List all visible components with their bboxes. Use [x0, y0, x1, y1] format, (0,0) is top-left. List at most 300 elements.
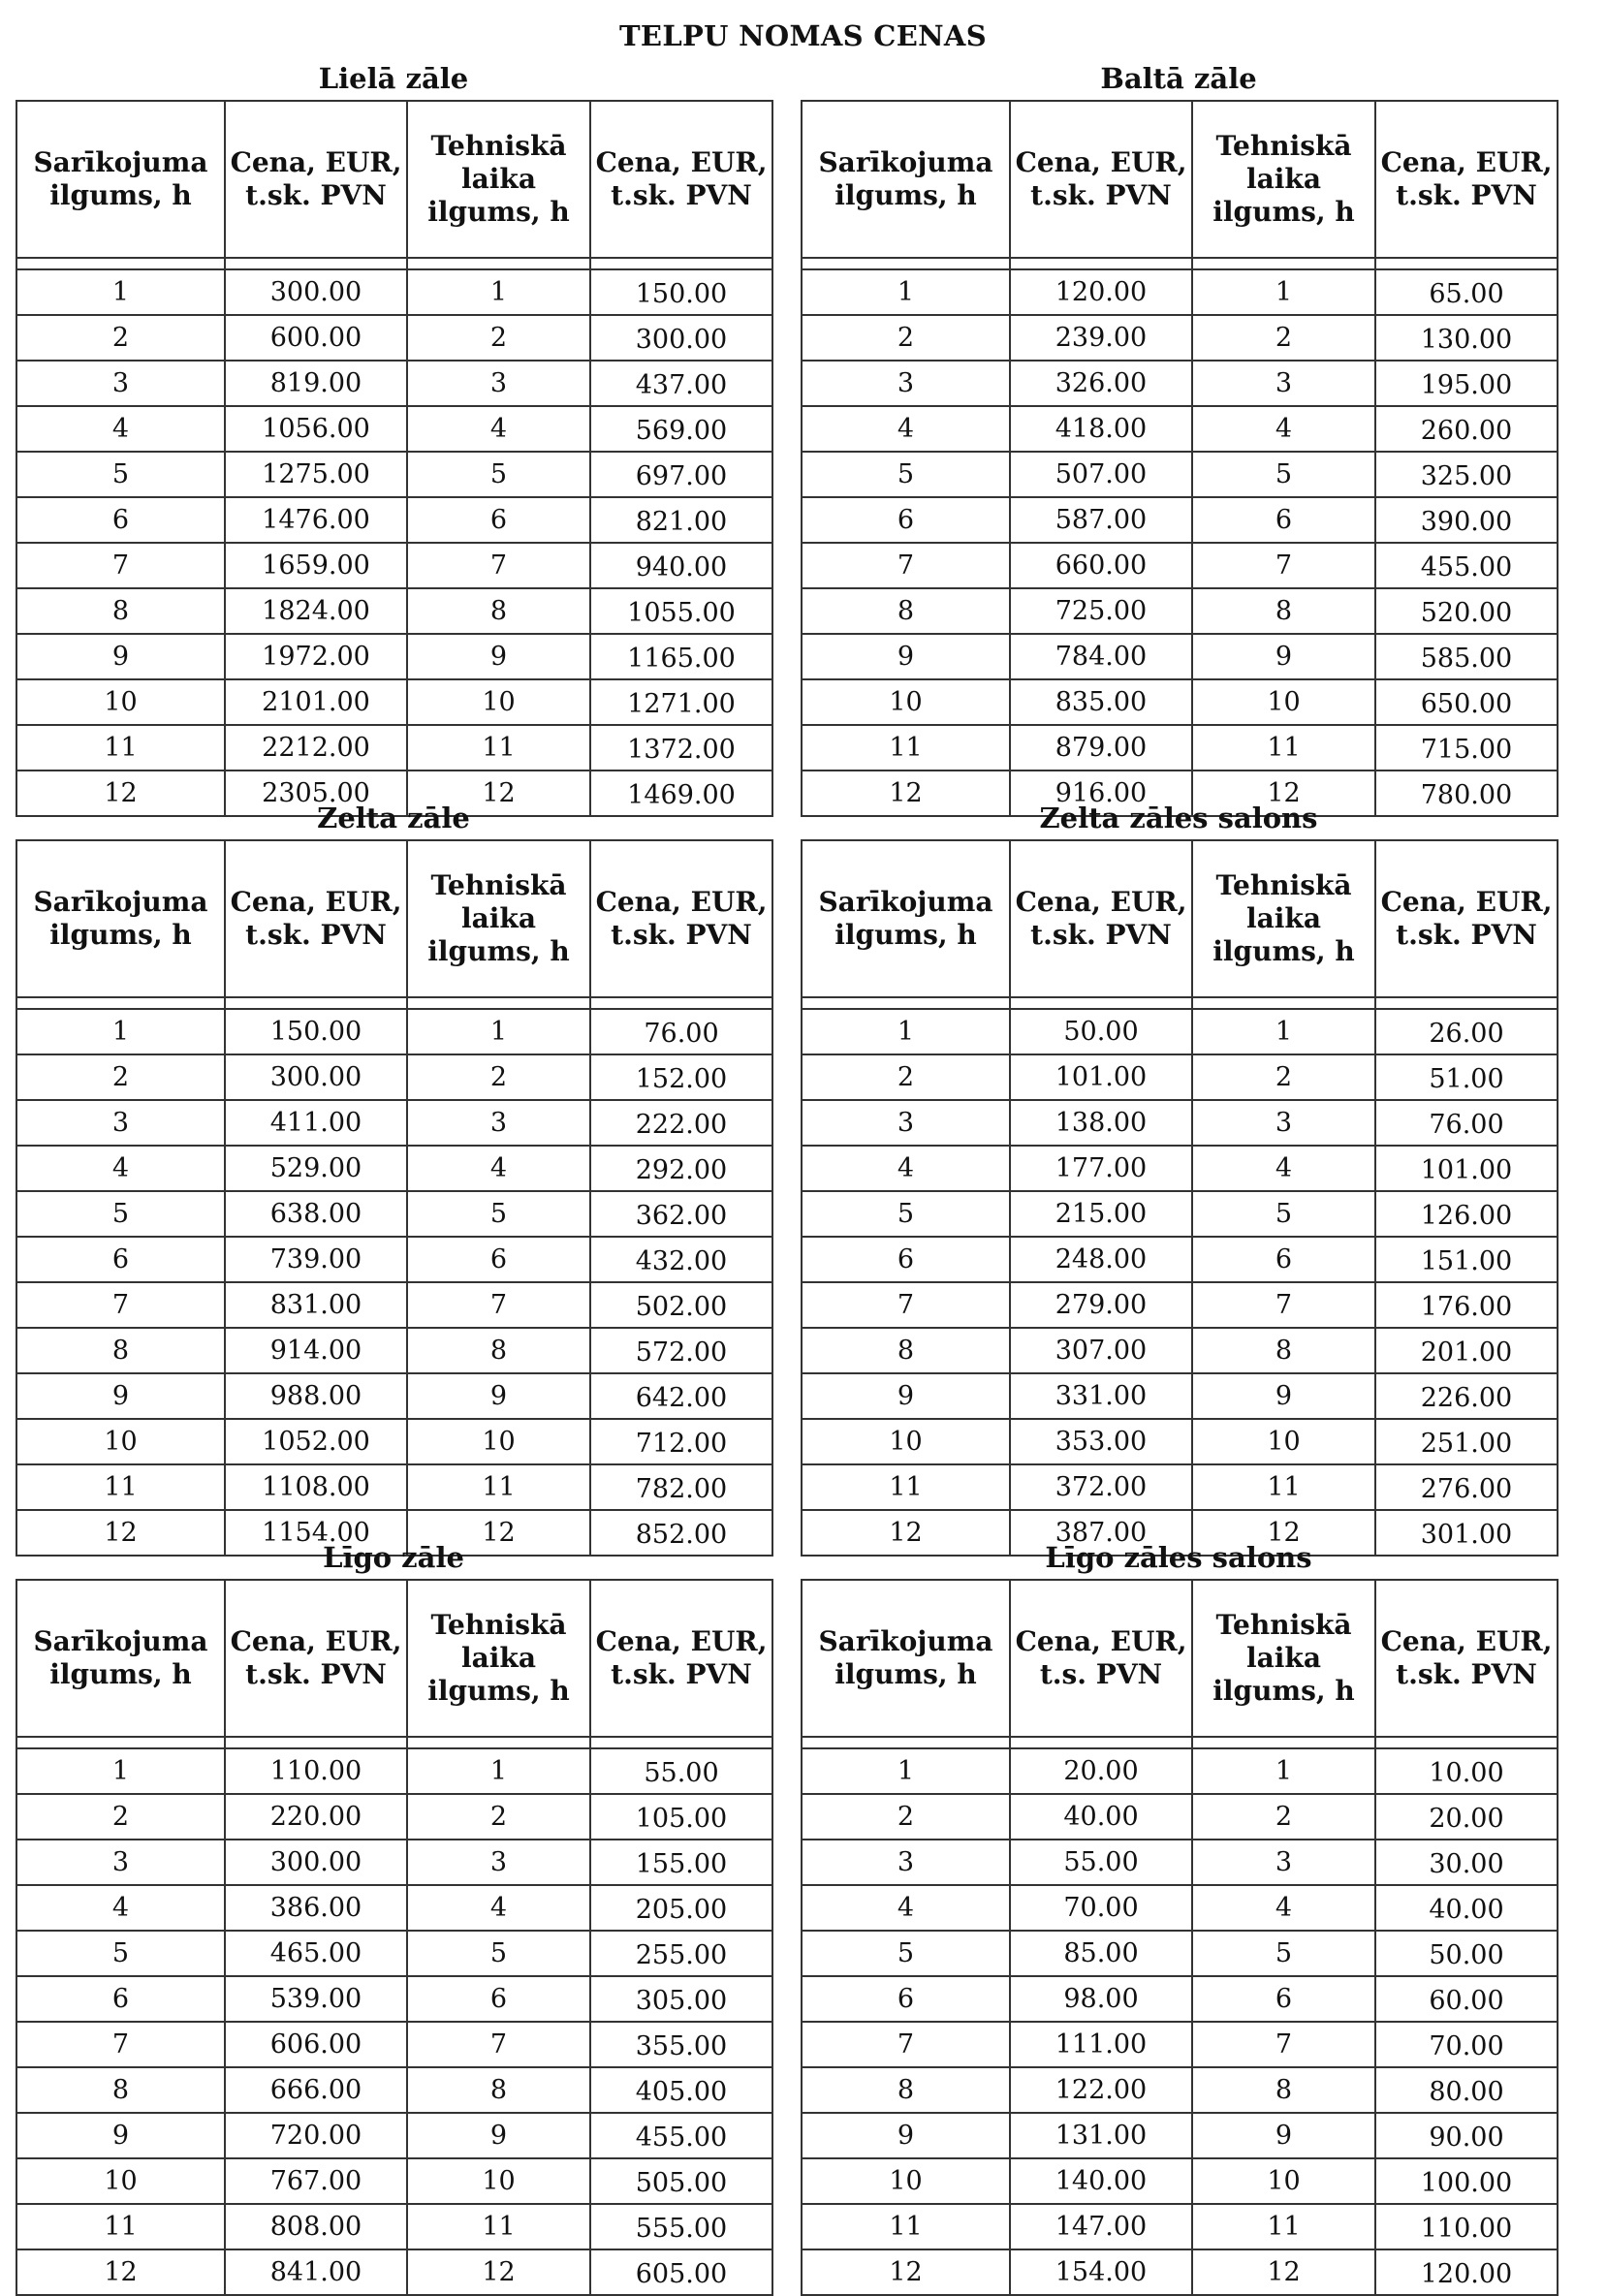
cell-technical-hours: 7 [1192, 543, 1375, 588]
table-row [16, 2204, 772, 2249]
cell-event-hours: 3 [16, 1840, 225, 1885]
cell-event-hours: 10 [16, 2158, 225, 2204]
cell-technical-price: 130.00 [1375, 315, 1558, 361]
separator-cell [802, 997, 1010, 1009]
header-price: Cena, EUR, t.sk. PVN [1010, 101, 1192, 258]
cell-price: 279.00 [1010, 1282, 1192, 1328]
cell-technical-price: 30.00 [1375, 1840, 1558, 1885]
cell-technical-price: 520.00 [1375, 588, 1558, 634]
cell-technical-hours: 7 [1192, 2022, 1375, 2067]
cell-technical-hours: 6 [407, 1237, 590, 1282]
header-price: Cena, EUR, t.sk. PVN [1010, 840, 1192, 997]
cell-event-hours: 3 [16, 361, 225, 406]
cell-technical-price: 222.00 [590, 1100, 772, 1146]
cell-price: 916.00 [1010, 771, 1192, 816]
cell-technical-price: 151.00 [1375, 1237, 1558, 1282]
cell-technical-hours: 12 [1192, 771, 1375, 816]
cell-technical-price: 405.00 [590, 2067, 772, 2113]
cell-price: 1056.00 [225, 406, 407, 452]
table-title: Zelta zāle [317, 802, 470, 834]
cell-technical-hours: 2 [407, 315, 590, 361]
cell-price: 20.00 [1010, 1748, 1192, 1794]
cell-price: 138.00 [1010, 1100, 1192, 1146]
table-row [16, 2113, 772, 2158]
cell-technical-price: 255.00 [590, 1931, 772, 1976]
cell-price: 331.00 [1010, 1373, 1192, 1419]
cell-technical-price: 126.00 [1375, 1191, 1558, 1237]
table-row [16, 406, 772, 452]
cell-technical-hours: 5 [1192, 1191, 1375, 1237]
cell-event-hours: 2 [16, 1054, 225, 1100]
cell-price: 1052.00 [225, 1419, 407, 1464]
cell-event-hours: 8 [802, 2067, 1010, 2113]
table-row [802, 634, 1558, 679]
table-zelta-zales-salons [801, 802, 1557, 1557]
header-separator [802, 258, 1558, 269]
cell-technical-price: 585.00 [1375, 634, 1558, 679]
cell-price: 2212.00 [225, 725, 407, 771]
cell-technical-hours: 12 [1192, 2249, 1375, 2295]
table-ligo-zales-salons [801, 1541, 1557, 2296]
separator-cell [590, 1737, 772, 1748]
cell-technical-price: 195.00 [1375, 361, 1558, 406]
table-row [802, 1419, 1558, 1464]
cell-technical-hours: 6 [407, 1976, 590, 2022]
cell-price: 150.00 [225, 1009, 407, 1054]
cell-technical-price: 292.00 [590, 1146, 772, 1191]
cell-price: 300.00 [225, 1054, 407, 1100]
cell-event-hours: 12 [802, 771, 1010, 816]
cell-event-hours: 12 [802, 2249, 1010, 2295]
table-row [802, 497, 1558, 543]
cell-event-hours: 2 [802, 315, 1010, 361]
cell-technical-hours: 7 [407, 2022, 590, 2067]
header-row [802, 840, 1558, 997]
cell-technical-hours: 6 [1192, 1237, 1375, 1282]
cell-event-hours: 1 [802, 269, 1010, 315]
table-row [16, 1748, 772, 1794]
table-row [16, 1464, 772, 1510]
cell-technical-hours: 12 [407, 2249, 590, 2295]
cell-event-hours: 5 [16, 1191, 225, 1237]
table-row [802, 269, 1558, 315]
cell-technical-hours: 10 [1192, 679, 1375, 725]
cell-technical-hours: 11 [1192, 2204, 1375, 2249]
cell-technical-hours: 11 [1192, 1464, 1375, 1510]
table-row [16, 725, 772, 771]
separator-cell [407, 1737, 590, 1748]
cell-event-hours: 11 [16, 2204, 225, 2249]
cell-technical-price: 1055.00 [590, 588, 772, 634]
cell-technical-price: 555.00 [590, 2204, 772, 2249]
cell-price: 85.00 [1010, 1931, 1192, 1976]
cell-price: 529.00 [225, 1146, 407, 1191]
cell-technical-price: 940.00 [590, 543, 772, 588]
cell-price: 465.00 [225, 1931, 407, 1976]
cell-technical-hours: 9 [1192, 634, 1375, 679]
cell-price: 1154.00 [225, 1510, 407, 1556]
cell-event-hours: 5 [802, 1191, 1010, 1237]
cell-price: 988.00 [225, 1373, 407, 1419]
cell-technical-hours: 8 [407, 588, 590, 634]
cell-technical-hours: 10 [1192, 1419, 1375, 1464]
table-row [16, 1100, 772, 1146]
cell-technical-hours: 2 [407, 1054, 590, 1100]
separator-cell [1375, 258, 1558, 269]
table-row [802, 1885, 1558, 1931]
header-technical-price: Cena, EUR, t.sk. PVN [1375, 101, 1558, 258]
cell-technical-hours: 9 [1192, 2113, 1375, 2158]
cell-technical-price: 155.00 [590, 1840, 772, 1885]
cell-price: 2101.00 [225, 679, 407, 725]
cell-technical-hours: 8 [407, 2067, 590, 2113]
price-table [16, 839, 773, 1557]
cell-technical-price: 50.00 [1375, 1931, 1558, 1976]
cell-event-hours: 6 [16, 497, 225, 543]
cell-technical-price: 51.00 [1375, 1054, 1558, 1100]
separator-cell [590, 997, 772, 1009]
separator-cell [1192, 997, 1375, 1009]
cell-price: 1972.00 [225, 634, 407, 679]
cell-event-hours: 12 [802, 1510, 1010, 1556]
cell-price: 725.00 [1010, 588, 1192, 634]
separator-cell [1010, 258, 1192, 269]
header-separator [16, 997, 772, 1009]
cell-price: 819.00 [225, 361, 407, 406]
header-separator [16, 258, 772, 269]
cell-event-hours: 2 [16, 315, 225, 361]
cell-price: 914.00 [225, 1328, 407, 1373]
cell-technical-price: 455.00 [1375, 543, 1558, 588]
table-row [16, 634, 772, 679]
cell-price: 606.00 [225, 2022, 407, 2067]
cell-technical-hours: 11 [407, 725, 590, 771]
table-row [802, 361, 1558, 406]
cell-price: 101.00 [1010, 1054, 1192, 1100]
cell-price: 1824.00 [225, 588, 407, 634]
cell-technical-price: 650.00 [1375, 679, 1558, 725]
separator-cell [1192, 1737, 1375, 1748]
price-table [801, 839, 1559, 1557]
separator-cell [16, 1737, 225, 1748]
cell-price: 220.00 [225, 1794, 407, 1840]
cell-technical-hours: 1 [407, 269, 590, 315]
cell-technical-hours: 10 [407, 679, 590, 725]
cell-event-hours: 9 [802, 2113, 1010, 2158]
cell-technical-hours: 7 [407, 1282, 590, 1328]
cell-event-hours: 8 [802, 1328, 1010, 1373]
cell-event-hours: 9 [16, 2113, 225, 2158]
cell-price: 638.00 [225, 1191, 407, 1237]
cell-technical-price: 150.00 [590, 269, 772, 315]
cell-technical-price: 110.00 [1375, 2204, 1558, 2249]
cell-technical-hours: 10 [407, 1419, 590, 1464]
cell-technical-price: 572.00 [590, 1328, 772, 1373]
table-row [16, 543, 772, 588]
table-ligo-zale [16, 1541, 772, 2296]
cell-event-hours: 11 [802, 725, 1010, 771]
cell-event-hours: 10 [802, 679, 1010, 725]
cell-technical-hours: 2 [1192, 315, 1375, 361]
cell-event-hours: 6 [16, 1237, 225, 1282]
cell-technical-hours: 5 [1192, 452, 1375, 497]
table-row [16, 1054, 772, 1100]
cell-technical-price: 432.00 [590, 1237, 772, 1282]
cell-price: 879.00 [1010, 725, 1192, 771]
header-technical-price: Cena, EUR, t.sk. PVN [1375, 840, 1558, 997]
table-row [802, 1464, 1558, 1510]
cell-technical-hours: 8 [1192, 588, 1375, 634]
cell-event-hours: 10 [16, 1419, 225, 1464]
table-row [16, 497, 772, 543]
cell-technical-price: 502.00 [590, 1282, 772, 1328]
cell-event-hours: 12 [16, 2249, 225, 2295]
cell-technical-price: 76.00 [1375, 1100, 1558, 1146]
header-technical-time: Tehniskā laika ilgums, h [1192, 1580, 1375, 1737]
cell-event-hours: 4 [802, 1146, 1010, 1191]
cell-technical-price: 152.00 [590, 1054, 772, 1100]
separator-cell [1010, 997, 1192, 1009]
cell-technical-price: 782.00 [590, 1464, 772, 1510]
cell-price: 507.00 [1010, 452, 1192, 497]
cell-event-hours: 4 [16, 406, 225, 452]
cell-price: 111.00 [1010, 2022, 1192, 2067]
cell-technical-hours: 1 [407, 1748, 590, 1794]
cell-technical-price: 697.00 [590, 452, 772, 497]
header-event-duration: Sarīkojuma ilgums, h [802, 1580, 1010, 1737]
cell-price: 50.00 [1010, 1009, 1192, 1054]
cell-technical-price: 390.00 [1375, 497, 1558, 543]
cell-price: 739.00 [225, 1237, 407, 1282]
cell-price: 98.00 [1010, 1976, 1192, 2022]
table-title: Līgo zāles salons [1045, 1541, 1312, 1574]
cell-event-hours: 9 [802, 1373, 1010, 1419]
table-row [802, 1794, 1558, 1840]
cell-technical-price: 642.00 [590, 1373, 772, 1419]
cell-technical-hours: 11 [407, 2204, 590, 2249]
cell-technical-price: 65.00 [1375, 269, 1558, 315]
table-row [16, 1237, 772, 1282]
table-row [16, 2022, 772, 2067]
separator-cell [802, 1737, 1010, 1748]
cell-technical-price: 1372.00 [590, 725, 772, 771]
price-table [801, 1579, 1559, 2296]
cell-event-hours: 6 [16, 1976, 225, 2022]
cell-price: 660.00 [1010, 543, 1192, 588]
cell-price: 140.00 [1010, 2158, 1192, 2204]
cell-event-hours: 12 [16, 771, 225, 816]
cell-price: 120.00 [1010, 269, 1192, 315]
cell-technical-price: 712.00 [590, 1419, 772, 1464]
price-table [16, 1579, 773, 2296]
header-price: Cena, EUR, t.s. PVN [1010, 1580, 1192, 1737]
header-technical-price: Cena, EUR, t.sk. PVN [1375, 1580, 1558, 1737]
cell-event-hours: 11 [16, 1464, 225, 1510]
cell-event-hours: 3 [802, 361, 1010, 406]
cell-technical-hours: 11 [1192, 725, 1375, 771]
cell-event-hours: 1 [802, 1009, 1010, 1054]
cell-event-hours: 11 [802, 2204, 1010, 2249]
cell-technical-price: 20.00 [1375, 1794, 1558, 1840]
cell-price: 300.00 [225, 1840, 407, 1885]
cell-technical-price: 715.00 [1375, 725, 1558, 771]
table-zelta-zale [16, 802, 772, 1557]
table-row [16, 1009, 772, 1054]
cell-technical-hours: 9 [1192, 1373, 1375, 1419]
document-title: TELPU NOMAS CENAS [619, 19, 987, 52]
cell-price: 154.00 [1010, 2249, 1192, 2295]
table-row [802, 315, 1558, 361]
cell-price: 307.00 [1010, 1328, 1192, 1373]
cell-price: 387.00 [1010, 1510, 1192, 1556]
cell-event-hours: 2 [16, 1794, 225, 1840]
cell-event-hours: 3 [802, 1100, 1010, 1146]
table-row [802, 2022, 1558, 2067]
cell-technical-price: 305.00 [590, 1976, 772, 2022]
cell-event-hours: 7 [802, 543, 1010, 588]
price-table [16, 100, 773, 817]
cell-event-hours: 1 [16, 1748, 225, 1794]
cell-price: 587.00 [1010, 497, 1192, 543]
cell-event-hours: 1 [16, 269, 225, 315]
table-row [16, 1419, 772, 1464]
header-row [16, 840, 772, 997]
cell-event-hours: 10 [802, 2158, 1010, 2204]
header-technical-time: Tehniskā laika ilgums, h [1192, 101, 1375, 258]
cell-technical-hours: 9 [407, 634, 590, 679]
header-technical-time: Tehniskā laika ilgums, h [407, 101, 590, 258]
cell-technical-price: 10.00 [1375, 1748, 1558, 1794]
table-row [802, 1748, 1558, 1794]
separator-cell [225, 258, 407, 269]
cell-price: 600.00 [225, 315, 407, 361]
cell-technical-hours: 12 [407, 771, 590, 816]
table-row [802, 452, 1558, 497]
header-event-duration: Sarīkojuma ilgums, h [802, 840, 1010, 997]
cell-technical-hours: 3 [407, 1840, 590, 1885]
separator-cell [1010, 1737, 1192, 1748]
separator-cell [16, 258, 225, 269]
cell-price: 2305.00 [225, 771, 407, 816]
cell-price: 326.00 [1010, 361, 1192, 406]
header-event-duration: Sarīkojuma ilgums, h [16, 1580, 225, 1737]
table-row [802, 588, 1558, 634]
table-row [16, 1794, 772, 1840]
cell-technical-hours: 1 [1192, 1009, 1375, 1054]
cell-price: 122.00 [1010, 2067, 1192, 2113]
header-event-duration: Sarīkojuma ilgums, h [16, 101, 225, 258]
cell-event-hours: 4 [802, 1885, 1010, 1931]
cell-event-hours: 5 [802, 452, 1010, 497]
separator-cell [802, 258, 1010, 269]
cell-technical-price: 120.00 [1375, 2249, 1558, 2295]
table-row [802, 2204, 1558, 2249]
table-title: Lielā zāle [318, 62, 469, 95]
separator-cell [225, 1737, 407, 1748]
table-row [802, 1009, 1558, 1054]
cell-event-hours: 8 [802, 588, 1010, 634]
cell-technical-hours: 3 [1192, 1840, 1375, 1885]
cell-technical-hours: 7 [407, 543, 590, 588]
table-row [16, 588, 772, 634]
header-technical-price: Cena, EUR, t.sk. PVN [590, 1580, 772, 1737]
cell-technical-price: 260.00 [1375, 406, 1558, 452]
cell-event-hours: 1 [802, 1748, 1010, 1794]
table-row [802, 725, 1558, 771]
table-row [16, 2067, 772, 2113]
table-row [802, 1373, 1558, 1419]
cell-technical-hours: 5 [407, 1191, 590, 1237]
separator-cell [225, 997, 407, 1009]
cell-event-hours: 11 [802, 1464, 1010, 1510]
separator-cell [1192, 258, 1375, 269]
separator-cell [590, 258, 772, 269]
cell-event-hours: 9 [802, 634, 1010, 679]
table-row [16, 2158, 772, 2204]
cell-event-hours: 7 [802, 1282, 1010, 1328]
header-row [16, 1580, 772, 1737]
cell-event-hours: 7 [16, 543, 225, 588]
header-row [802, 101, 1558, 258]
cell-price: 177.00 [1010, 1146, 1192, 1191]
cell-event-hours: 9 [16, 1373, 225, 1419]
cell-technical-hours: 1 [407, 1009, 590, 1054]
cell-technical-price: 569.00 [590, 406, 772, 452]
cell-event-hours: 7 [16, 1282, 225, 1328]
table-row [802, 2067, 1558, 2113]
cell-price: 539.00 [225, 1976, 407, 2022]
cell-price: 215.00 [1010, 1191, 1192, 1237]
cell-price: 386.00 [225, 1885, 407, 1931]
cell-technical-hours: 4 [407, 1885, 590, 1931]
cell-technical-price: 80.00 [1375, 2067, 1558, 2113]
cell-price: 40.00 [1010, 1794, 1192, 1840]
cell-technical-price: 821.00 [590, 497, 772, 543]
cell-price: 831.00 [225, 1282, 407, 1328]
cell-technical-price: 40.00 [1375, 1885, 1558, 1931]
cell-technical-price: 201.00 [1375, 1328, 1558, 1373]
header-event-duration: Sarīkojuma ilgums, h [802, 101, 1010, 258]
table-row [802, 1976, 1558, 2022]
cell-technical-hours: 5 [407, 452, 590, 497]
cell-technical-price: 455.00 [590, 2113, 772, 2158]
table-row [16, 1976, 772, 2022]
cell-technical-hours: 8 [1192, 2067, 1375, 2113]
header-price: Cena, EUR, t.sk. PVN [225, 1580, 407, 1737]
cell-event-hours: 4 [16, 1885, 225, 1931]
cell-technical-price: 852.00 [590, 1510, 772, 1556]
table-row [16, 269, 772, 315]
cell-event-hours: 12 [16, 1510, 225, 1556]
cell-technical-price: 301.00 [1375, 1510, 1558, 1556]
table-row [802, 2158, 1558, 2204]
cell-price: 372.00 [1010, 1464, 1192, 1510]
cell-price: 1275.00 [225, 452, 407, 497]
header-row [802, 1580, 1558, 1737]
cell-technical-price: 300.00 [590, 315, 772, 361]
table-row [16, 1373, 772, 1419]
cell-technical-price: 325.00 [1375, 452, 1558, 497]
header-separator [802, 1737, 1558, 1748]
cell-price: 147.00 [1010, 2204, 1192, 2249]
cell-technical-hours: 4 [1192, 1146, 1375, 1191]
cell-technical-price: 605.00 [590, 2249, 772, 2295]
header-technical-price: Cena, EUR, t.sk. PVN [590, 101, 772, 258]
table-row [16, 679, 772, 725]
cell-event-hours: 2 [802, 1794, 1010, 1840]
cell-price: 300.00 [225, 269, 407, 315]
cell-event-hours: 8 [16, 1328, 225, 1373]
